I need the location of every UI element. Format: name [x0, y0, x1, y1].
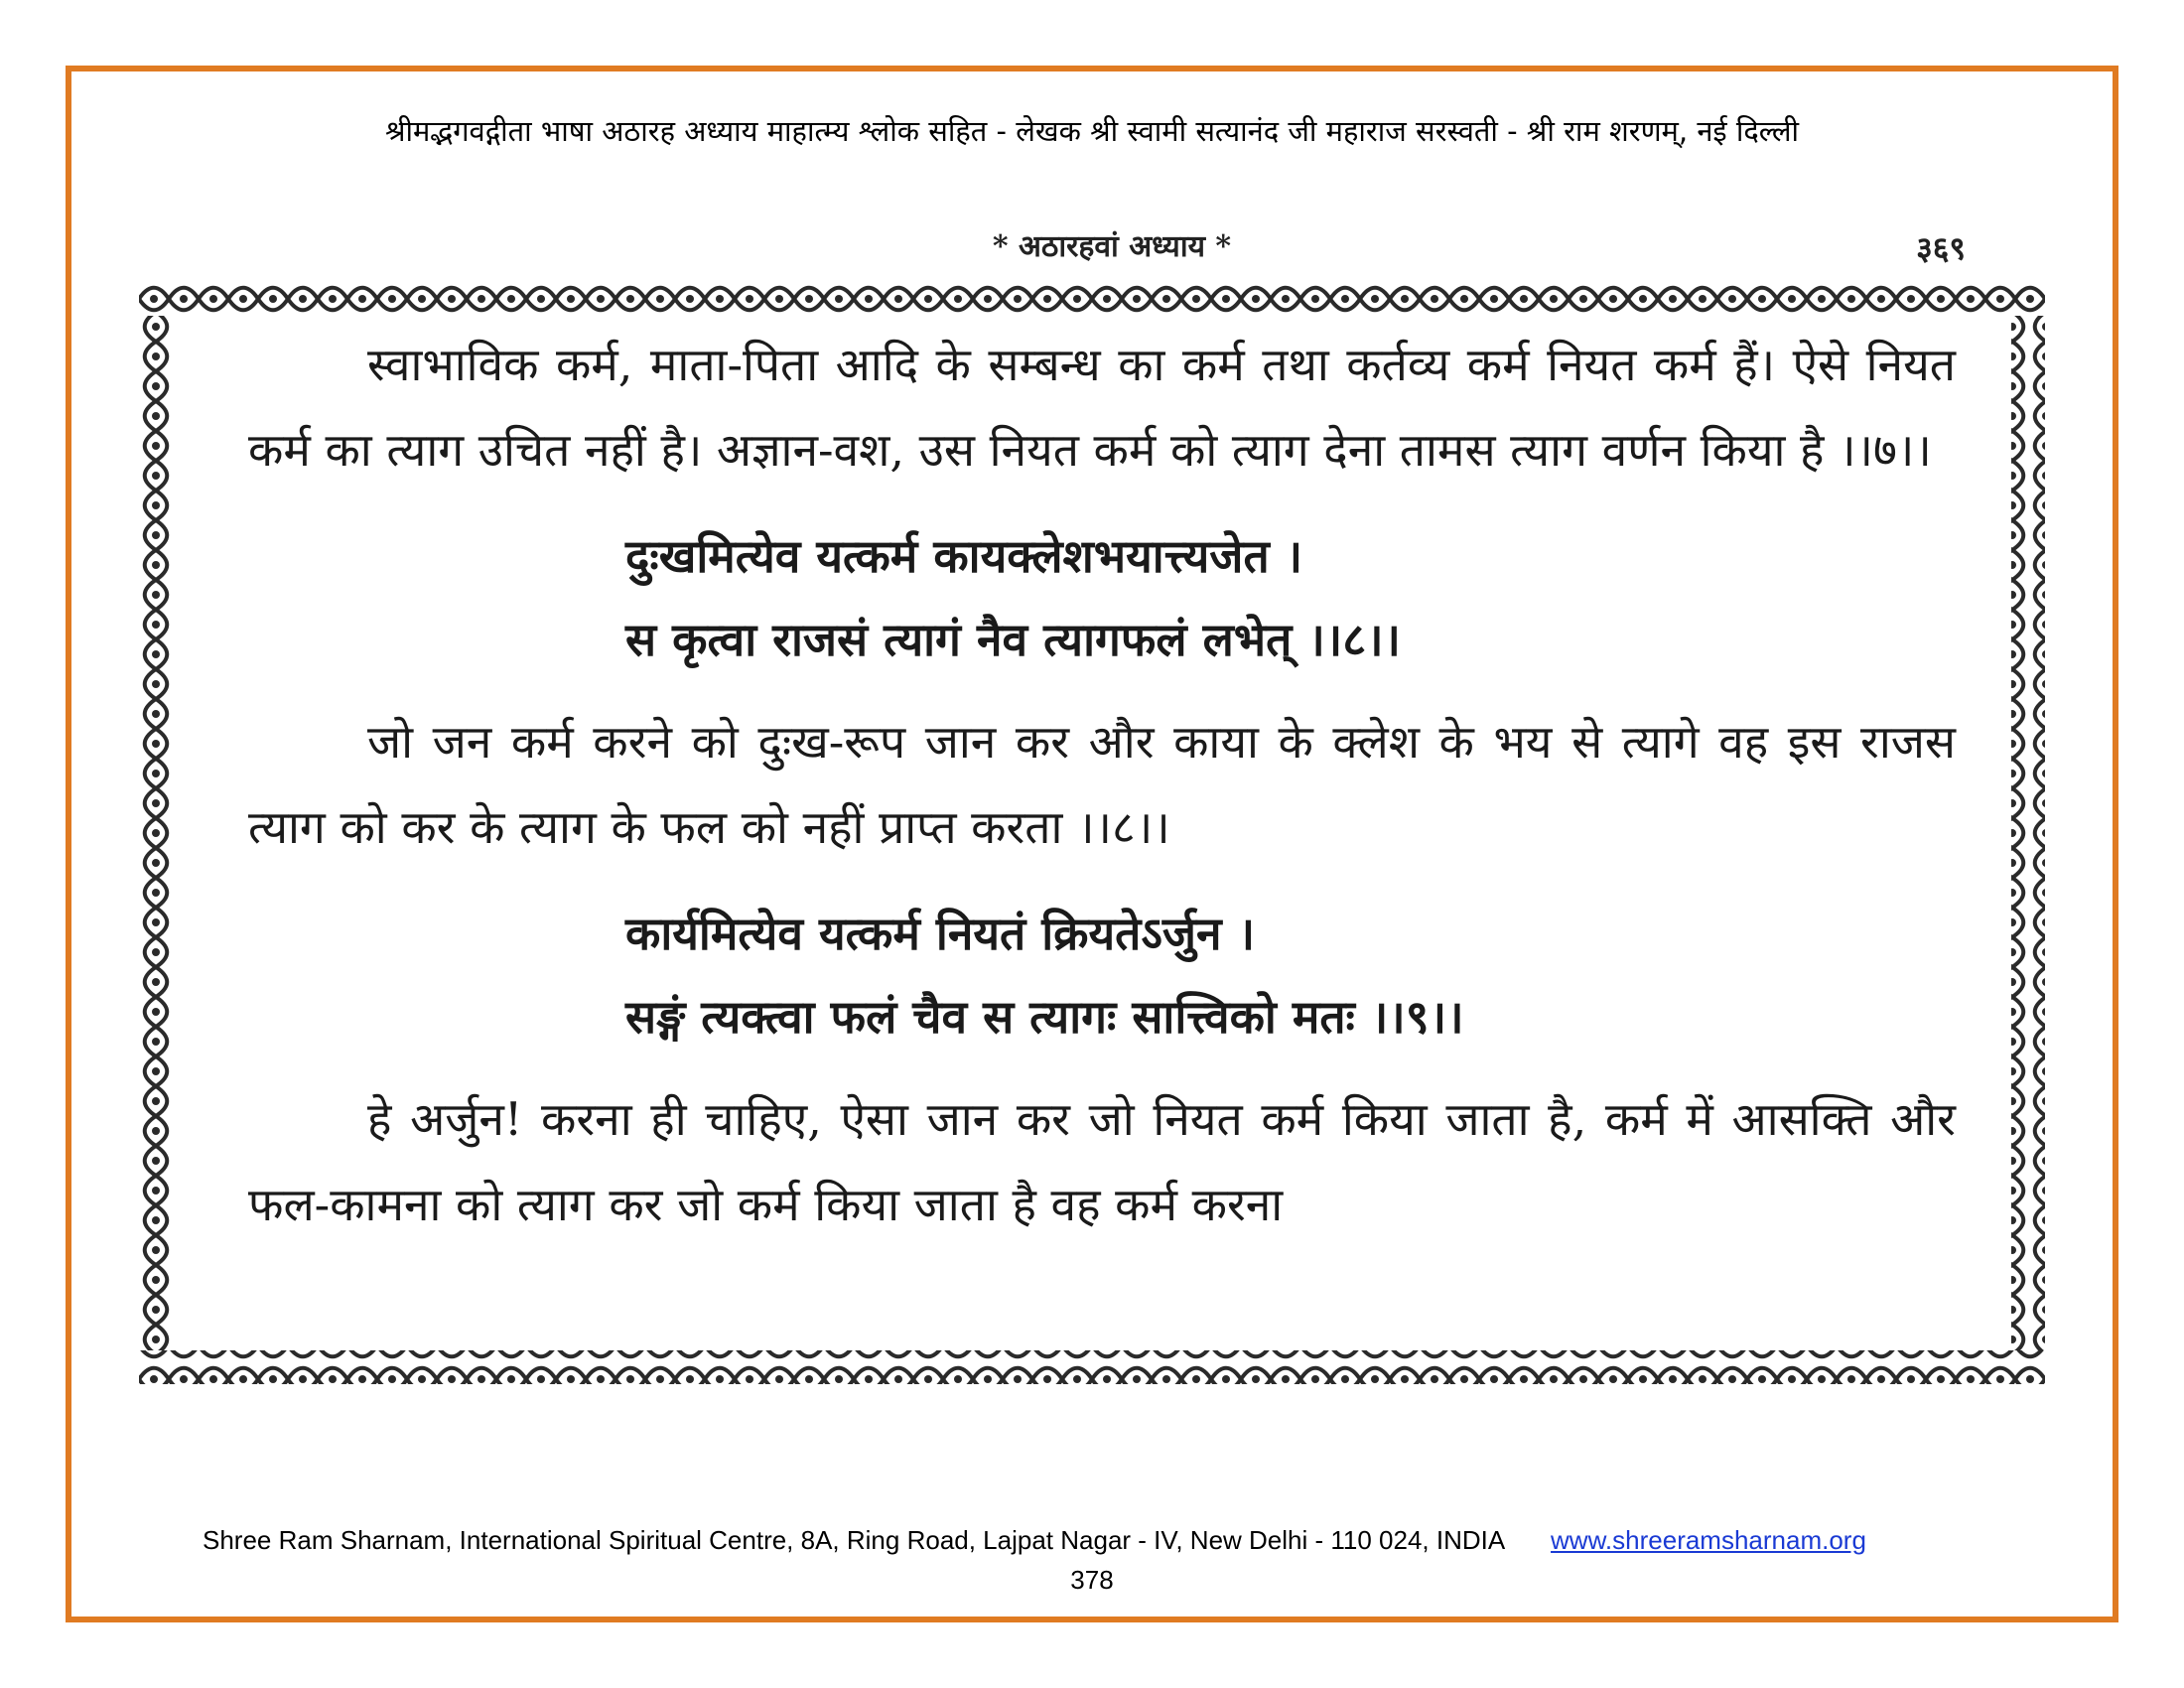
ornamental-border-box [139, 282, 2045, 1384]
website-link[interactable]: www.shreeramsharnam.org [1551, 1525, 1866, 1555]
verse-8-line-2: स कृत्वा राजसं त्यागं नैव त्यागफलं लभेत् ।।८।। [625, 613, 1401, 666]
footer-page-number: 378 [1070, 1565, 1114, 1595]
prose-paragraph-3: हे अर्जुन! करना ही चाहिए, ऐसा जान कर जो नियत कर्म किया जाता है, कर्म में आसक्ति और फल-कामना को त्याग कर जो कर्म किया जाता है वह कर्म करना [248, 1092, 1956, 1231]
verse-8 [248, 514, 1956, 681]
verse-8-line-1: दुःखमित्येव यत्कर्म कायक्लेशभयात्त्यजेत । [625, 529, 1303, 583]
verse-9 [248, 892, 1956, 1058]
footer-address-text: Shree Ram Sharnam, International Spiritual Centre, 8A, Ring Road, Lajpat Nagar - IV, New Delhi - 110 024, INDIA [203, 1525, 1504, 1555]
running-header: श्रीमद्भगवद्गीता भाषा अठारह अध्याय माहात्म्य श्लोक सहित - लेखक श्री स्वामी सत्यानंद जी महाराज सरस्वती - श्री राम शरणम्, नई दिल्ली [384, 114, 1800, 148]
book-page-number: ३६९ [1916, 229, 1966, 267]
verse-9-line-2: सङ्गं त्यक्त्वा फलं चैव स त्यागः सात्त्विको मतः ।।९।। [625, 990, 1464, 1044]
book-page-text [248, 322, 1956, 1335]
footer-address [203, 1525, 1989, 1556]
chapter-heading: * अठारहवां अध्याय * [992, 229, 1232, 264]
prose-paragraph-2: जो जन कर्म करने को दुःख-रूप जान कर और काया के क्लेश के भय से त्यागे वह इस राजस त्याग को कर के त्याग के फल को नहीं प्राप्त करता ।।८।। [248, 715, 1956, 854]
verse-9-line-1: कार्यमित्येव यत्कर्म नियतं क्रियतेऽर्जुन । [625, 907, 1255, 960]
prose-paragraph-1: स्वाभाविक कर्म, माता-पिता आदि के सम्बन्ध का कर्म तथा कर्तव्य कर्म नियत कर्म हैं। ऐसे नियत कर्म का त्याग उचित नहीं है। अज्ञान-वश, उस नियत कर्म को त्याग देना तामस त्याग वर्णन किया है ।।७।। [248, 338, 1956, 477]
